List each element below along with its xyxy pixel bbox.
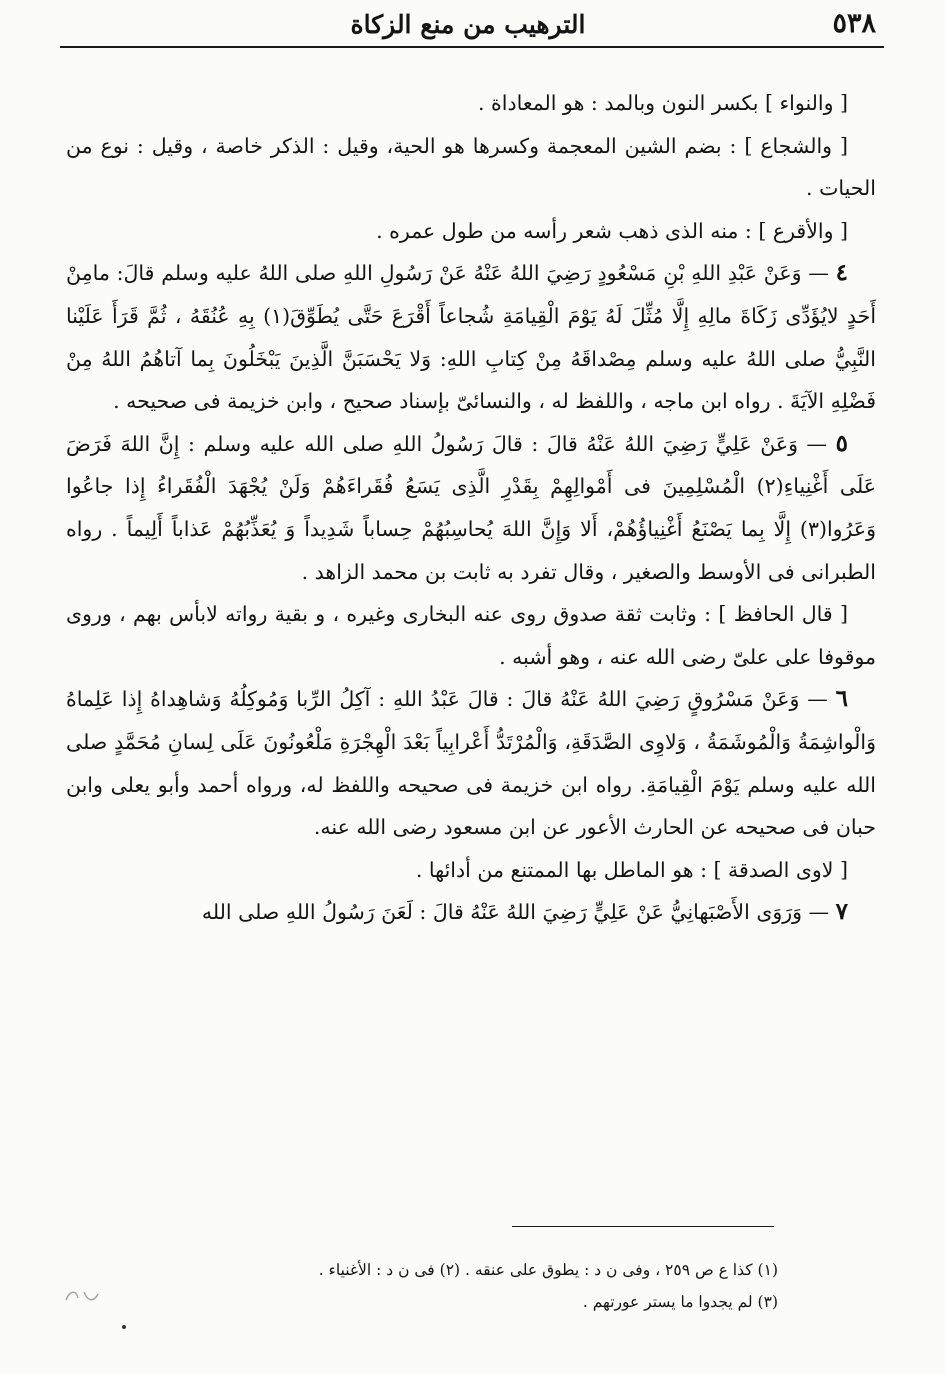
- header-rule: [60, 46, 884, 48]
- footnote-rule: [512, 1226, 774, 1227]
- page-header: [60, 6, 876, 44]
- page-number: ٥٣٨: [832, 8, 876, 39]
- gloss-nawa: [ والنواء ] بكسر النون وبالمد : هو المعاداة .: [477, 91, 848, 115]
- footnote-line: (٣) لم يجدوا ما يستر عورتهم .: [582, 1293, 778, 1311]
- hadith-text: — وَعَنْ مَسْرُوقٍ رَضِيَ اللهُ عَنْهُ قالَ : قالَ عَبْدُ اللهِ : آكِلُ الرِّبا وَمُوكِلُهُ وَشاهِداهُ إِذا عَلِماهُ وَالْواشِمَةُ وَالْمُوشَمَةُ ، وَلاوِى الصَّدَقَةِ، وَالْمُرْتَدُّ أَعْرابِياً بَعْدَ الْهِجْرَةِ مَلْعُونُونَ عَلَى لِسانِ مُحَمَّدٍ صلى الله عليه وسلم يَوْمَ الْقِيامَةِ. رواه ابن خزيمة فى صحيحه واللفظ له، ورواه أحمد وأبو يعلى وابن حبان فى صحيحه عن الحارث الأعور عن ابن مسعود رضى الله عنه.: [66, 687, 876, 840]
- scan-speck: [122, 1325, 126, 1329]
- running-title: الترهيب من منع الزكاة: [350, 10, 586, 39]
- footnotes: [160, 1254, 778, 1318]
- hadith-5: [66, 423, 876, 593]
- hadith-number: ٧: [835, 898, 848, 926]
- gloss-shuja: [ والشجاع ] : بضم الشين المعجمة وكسرها هو الحية، وقيل : الذكر خاصة ، وقيل : نوع من الحيات .: [66, 133, 876, 201]
- hadith-number: ٦: [835, 685, 848, 713]
- scan-smudge: [62, 1286, 102, 1308]
- hadith-text: — وَعَنْ عَلِيٍّ رَضِيَ اللهُ عَنْهُ قالَ : قالَ رَسُولُ اللهِ صلى الله عليه وسلم : إِنَّ اللهَ فَرَضَ عَلَى أَغْنِياءِ(٢) الْمُسْلِمِينَ فى أَمْوالِهِمْ بِقَدْرِ الَّذِى يَسَعُ فُقَراءَهُمْ وَلَنْ يُجْهَدَ الْفُقَراءُ إِذا جاعُوا وَعَرُوا(٣) إِلَّا بِما يَصْنَعُ أَغْنِياؤُهُمْ، أَلا وَإِنَّ اللهَ يُحاسِبُهُمْ حِساباً شَدِيداً وَ يُعَذِّبُهُمْ عَذاباً أَلِيماً . رواه الطبرانى فى الأوسط والصغير ، وقال تفرد به ثابت بن محمد الزاهد .: [66, 431, 877, 584]
- main-text: [66, 82, 876, 934]
- hadith-4: [66, 252, 876, 422]
- gloss-lawi: [ لاوى الصدقة ] : هو الماطل بها الممتنع من أدائها .: [415, 857, 848, 882]
- hadith-number: ٤: [835, 259, 848, 287]
- hadith-6: [66, 678, 876, 848]
- hafiz-comment: [ قال الحافظ ] : وثابت ثقة صدوق روى عنه البخارى وغيره ، و بقية رواته لابأس بهم ، وروى موقوفا على علىّ رضى الله عنه ، وهو أشبه .: [66, 602, 876, 669]
- gloss-aqra: [ والأقرع ] : منه الذى ذهب شعر رأسه من طول عمره .: [376, 218, 848, 243]
- hadith-text: — وَعَنْ عَبْدِ اللهِ بْنِ مَسْعُودٍ رَضِيَ اللهُ عَنْهُ عَنْ رَسُولِ اللهِ صلى اللهُ عليه وسلم قالَ: مامِنْ أَحَدٍ لايُؤَدِّى زَكَاةَ مالِهِ إِلَّا مُثِّلَ لَهُ يَوْمَ الْقِيامَةِ شُجاعاً أَقْرَعَ حَتَّى يُطَوِّقَ(١) بِهِ عُنُقَهُ ، ثُمَّ قَرَأَ عَلَيْنا النَّبِيُّ صلى اللهُ عليه وسلم مِصْداقَهُ مِنْ كِتابِ اللهِ: وَلا يَحْسَبَنَّ الَّذِينَ يَبْخَلُونَ بِما آتاهُمُ اللهُ مِنْ فَضْلِهِ الآيَةَ . رواه ابن ماجه ، واللفظ له ، والنسائىّ بإسناد صحيح ، وابن خزيمة فى صحيحه .: [66, 261, 877, 414]
- footnote-line: (١) كذا ع ص ٢٥٩ ، وفى ن د : يطوق على عنقه . (٢) فى ن د : الأغنياء .: [318, 1261, 778, 1279]
- hadith-7: [66, 891, 876, 934]
- hadith-number: ٥: [835, 429, 848, 457]
- hadith-text: — وَرَوَى الأَصْبَهانِيُّ عَنْ عَلِيٍّ رَضِيَ اللهُ عَنْهُ قالَ : لَعَنَ رَسُولُ اللهِ صلى الله: [201, 900, 830, 925]
